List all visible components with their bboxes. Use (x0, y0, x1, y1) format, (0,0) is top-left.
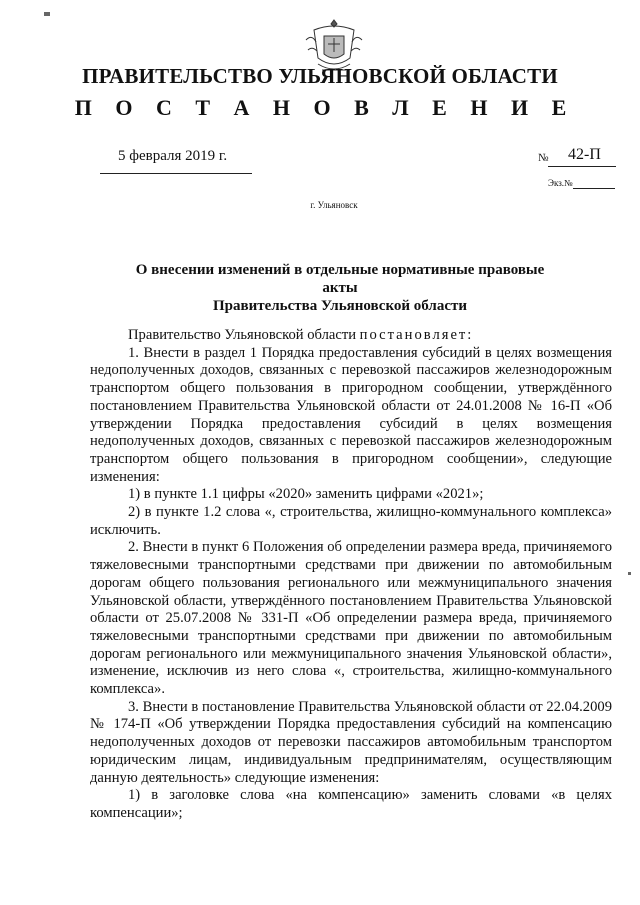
document-date: 5 февраля 2019 г. (118, 148, 228, 164)
subject-line-1: О внесении изменений в отдельные нормативные правовые акты (135, 262, 545, 296)
intro-lead: Правительство Ульяновской области (128, 327, 360, 343)
scan-mark (44, 12, 50, 16)
date-underline (100, 173, 252, 174)
scan-mark (628, 572, 631, 575)
number-underline (548, 166, 616, 167)
document-number: 42-П (568, 146, 601, 163)
paragraph-3: 3. Внести в постановление Правительства Ульяновской области от 22.04.2009 № 174-П «Об утверждении Порядка предоставления субсидий на компенсацию недополученных доходов от перевозки пассажиров автомобильным транспортом юридическим лицам, индивидуальным предпринимателям, осуществляющим данную деятельность» следующие изменения: (90, 698, 612, 786)
document-kind: П О С Т А Н О В Л Е Н И Е (74, 95, 576, 120)
document-subject (120, 261, 560, 315)
document-body (90, 327, 612, 823)
intro-verb: постановляет: (359, 327, 474, 343)
paragraph-3-item-1: 1) в заголовке слова «на компенсацию» заменить словами «в целях компенсации»; (90, 787, 612, 821)
paragraph-1-item-1: 1) в пункте 1.1 цифры «2020» заменить цифрами «2021»; (128, 486, 484, 503)
government-title: ПРАВИТЕЛЬСТВО УЛЬЯНОВСКОЙ ОБЛАСТИ (82, 64, 558, 88)
paragraph-1: 1. Внести в раздел 1 Порядка предоставления субсидий в целях возмещения недополученных доходов, связанных с перевозкой пассажиров железнодорожным транспортом общего пользования в пригородном сообщении, утверждённого постановлением Правительства Ульяновской области от 24.01.2008 № 16-П «Об утверждении Порядка предоставления субсидий в целях возмещения недополученных доходов, связанных с перевозкой пассажиров железнодорожным транспортом общего пользования в пригородном сообщении», следующие изменения: (90, 344, 612, 485)
paragraph-2: 2. Внести в пункт 6 Положения об определении размера вреда, причиняемого тяжеловесными транспортными средствами при движении по автомобильным дорогам общего пользования регионального или межмуниципального значения Ульяновской области, утверждённого постановлением Правительства Ульяновской области от 25.07.2008 № 331-П «Об определении размера вреда, причиняемого тяжеловесными транспортными средствами при движении по автомобильным дорогам регионального или межмуниципального значения Ульяновской области», изменение, исключив из него слова «, строительства, жилищно-коммунального комплекса». (90, 539, 612, 698)
number-label: № (538, 152, 549, 164)
copy-number-label: Экз.№ (548, 178, 573, 188)
paragraph-1-item-2: 2) в пункте 1.2 слова «, строительства, жилищно-коммунального комплекса» исключить. (90, 504, 612, 538)
copy-number-underline (573, 188, 615, 189)
city: г. Ульяновск (310, 200, 358, 210)
subject-line-2: Правительства Ульяновской области (212, 298, 468, 314)
intro-paragraph (90, 327, 612, 345)
